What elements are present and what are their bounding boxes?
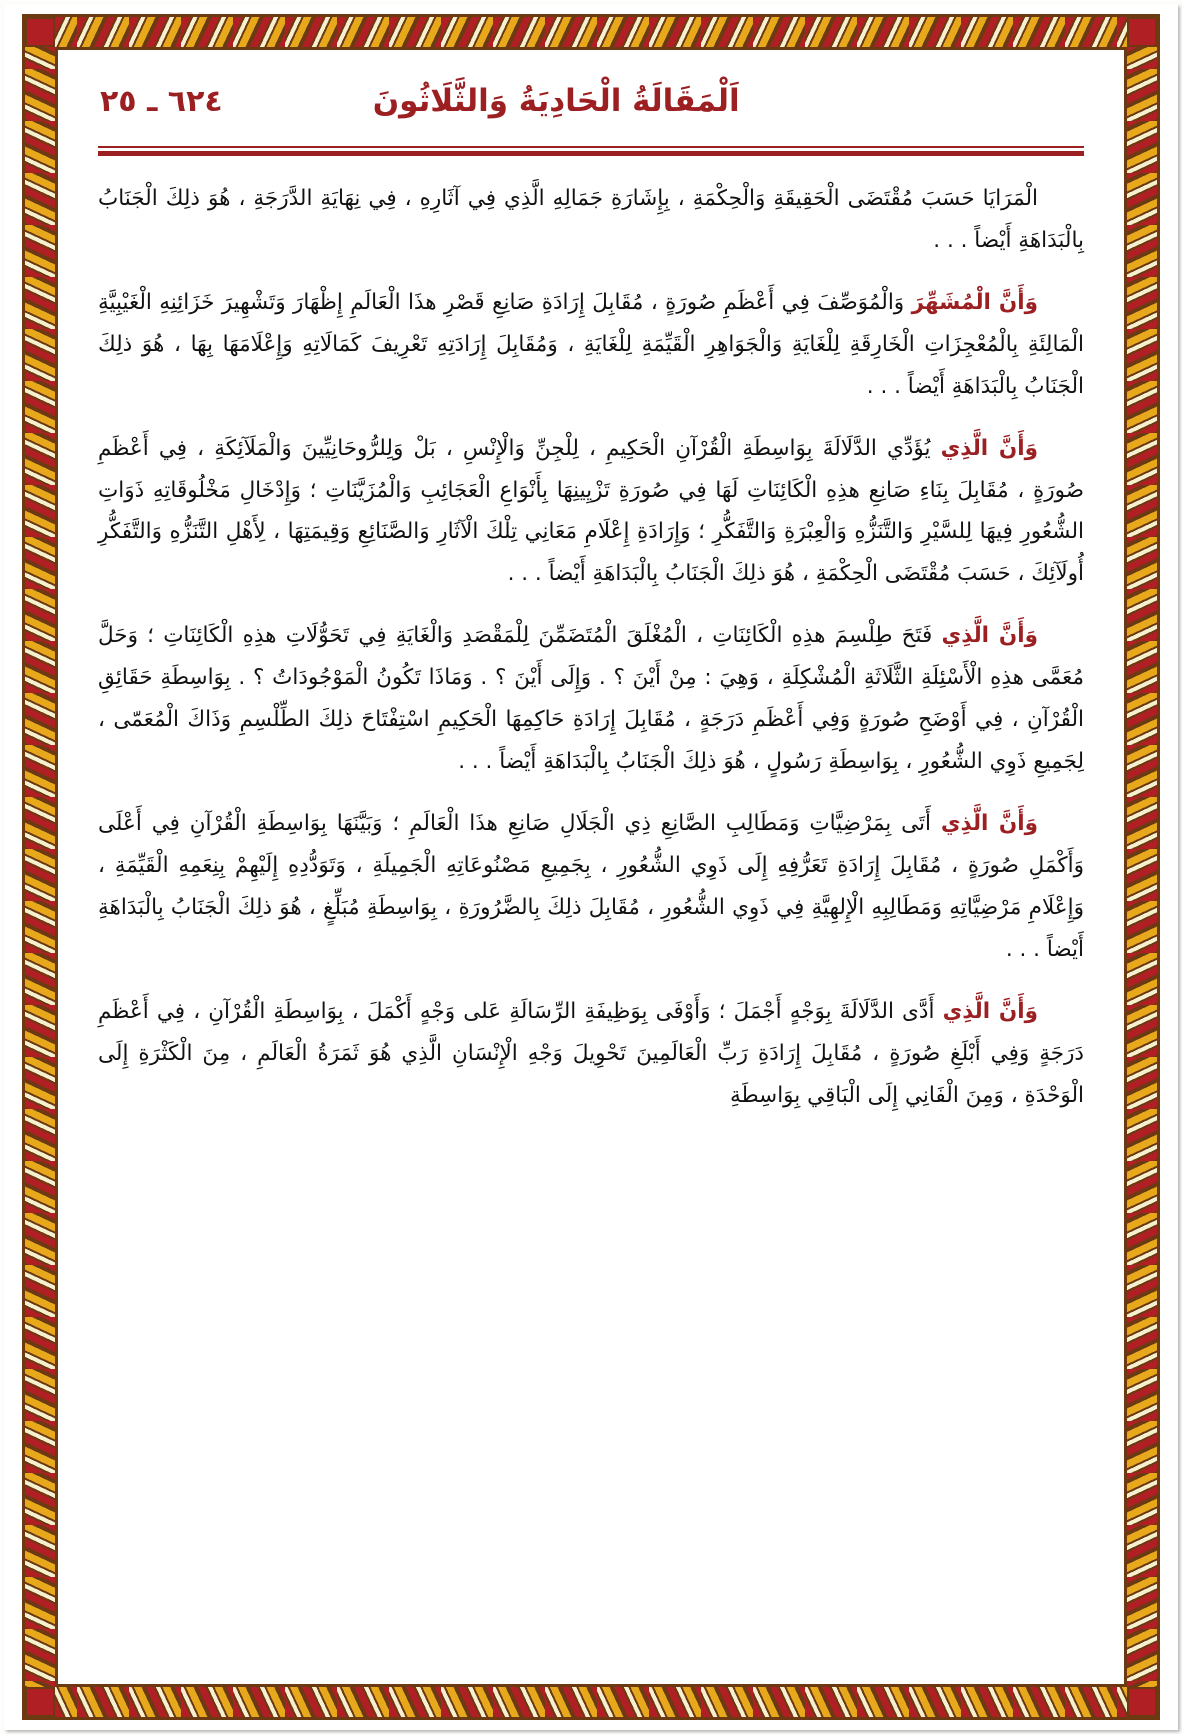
braid-pattern-bottom [25, 1687, 1157, 1717]
body-text [94, 178, 1088, 1116]
paragraph-highlight: وَأَنَّ الَّذِي [940, 435, 1039, 461]
paragraph [98, 803, 1084, 971]
page-header [94, 78, 1088, 140]
ornamental-border-frame [22, 14, 1160, 1720]
braid-pattern-top [25, 17, 1157, 47]
paragraph-highlight: وَأَنَّ الَّذِي [942, 998, 1038, 1024]
border-braid-bottom [25, 1687, 1157, 1717]
paragraph [98, 991, 1084, 1117]
page-content [58, 50, 1124, 1684]
header-divider-rule [98, 146, 1084, 152]
border-braid-right [1127, 17, 1157, 1717]
braid-pattern-left [25, 17, 55, 1717]
paragraph-highlight: وَأَنَّ الَّذِي [940, 810, 1038, 836]
chapter-title: اَلْمَقَالَةُ الْحَادِيَةُ وَالثَّلَاثُونَ [372, 83, 740, 119]
paragraph-text: فَتَحَ طِلْسِمَ هذِهِ الْكَائِنَاتِ ، الْمُغْلَقَ الْمُتَضَمِّنَ لِلْمَقْصَدِ وَالْغَايَةِ فِي تَحَوُّلَاتِ هذِهِ الْكَائِنَاتِ ؛ وَحَلَّ مُعَمَّى هذِهِ الْأَسْئِلَةِ الثَّلَاثَةِ الْمُشْكِلَةِ ، وَهِيَ : مِنْ أَيْنَ ؟ . وَإِلَى أَيْنَ ؟ . وَمَاذَا تَكُونُ الْمَوْجُودَاتُ ؟ . بِوَاسِطَةِ حَقَائِقِ الْقُرْآنِ ، فِي أَوْضَحِ صُورَةٍ وَفِي أَعْظَمِ دَرَجَةٍ ، مُقَابِلَ إِرَادَةِ حَاكِمِهَا الْحَكِيمِ اسْتِفْتَاحَ ذلِكَ الطِّلْسِمِ وَذَاكَ الْمُعَمّى ، لِجَمِيعِ ذَوِي الشُّعُورِ ، بِوَاسِطَةِ رَسُولٍ ، هُوَ ذلِكَ الْجَنَابُ بِالْبَدَاهَةِ أَيْضاً . . . [98, 623, 1084, 775]
border-corner-bottom-left [25, 1687, 55, 1717]
paragraph-text: وَالْمُوَصِّفَ فِي أَعْظَمِ صُورَةٍ ، مُقَابِلَ إِرَادَةِ صَانِعِ قَصْرِ هذَا الْعَالَمِ إِظْهَارَ وَتَشْهِيرَ خَزَائِنِهِ الْغَيْبِيَّةِ الْمَالِئَةِ بِالْمُعْجِزَاتِ الْخَارِقَةِ لِلْغَايَةِ وَالْجَوَاهِرِ الْقَيِّمَةِ لِلْغَايَةِ ، وَمُقَابِلَ إِرَادَتِهِ تَعْرِيفَ كَمَالَاتِهِ وَإِعْلَامَهَا بِهَا ، هُوَ ذلِكَ الْجَنَابُ بِالْبَدَاهَةِ أَيْضاً . . . [98, 289, 1084, 399]
braid-pattern-right [1127, 17, 1157, 1717]
paragraph-text: يُؤَدِّي الدَّلَالَةَ بِوَاسِطَةِ الْقُرْآنِ الْحَكِيمِ ، لِلْجِنِّ وَالْإِنْسِ ، بَلْ وَلِلرُّوحَانِيِّينَ وَالْمَلَآئِكَةِ ، فِي أَعْظَمِ صُورَةٍ ، مُقَابِلَ بِنَاءِ صَانِعِ هذِهِ الْكَائِنَاتِ لَهَا فِي صُورَةِ تَزْيِينِهَا بِأَنْوَاعِ الْعَجَائِبِ وَالْمُزَيَّنَاتِ ؛ وَإِدْخَالِ مَخْلُوقَاتِهِ ذَوَاتِ الشُّعُورِ فِيهَا لِلسَّيْرِ وَالتَّنَزُّهِ وَالْعِبْرَةِ وَالتَّفَكُّرِ ؛ وَإِرَادَةِ إِعْلَامِ مَعَانِي تِلْكَ الْآثَارِ وَالصَّنَائِعِ وَقِيمَتِهَا ، لِأَهْلِ التَّنَزُّهِ وَالتَّفَكُّرِ أُولَآئِكَ ، حَسَبَ مُقْتَضَى الْحِكْمَةِ ، هُوَ ذلِكَ الْجَنَابُ بِالْبَدَاهَةِ أَيْضاً . . . [98, 435, 1084, 587]
border-braid-left [25, 17, 55, 1717]
paragraph [98, 428, 1084, 596]
border-corner-bottom-right [1127, 1687, 1157, 1717]
paragraph [98, 178, 1084, 262]
border-corner-top-right [1127, 17, 1157, 47]
paragraph-text: أَدَّى الدَّلَالَةَ بِوَجْهٍ أَجْمَلَ ؛ وَأَوْفَى بِوَظِيفَةِ الرِّسَالَةِ عَلى وَجْهٍ أَكْمَلَ ، بِوَاسِطَةِ الْقُرْآنِ ، فِي أَعْظَمِ دَرَجَةٍ وَفِي أَبْلَغِ صُورَةٍ ، مُقَابِلَ إِرَادَةِ رَبِّ الْعَالَمِينَ تَحْوِيلَ وَجْهِ الْإِنْسَانِ الَّذِي هُوَ ثَمَرَةُ الْعَالَمِ ، مِنَ الْكَثْرَةِ إِلَى الْوَحْدَةِ ، وَمِنَ الْفَانِي إِلَى الْبَاقِي بِوَاسِطَةِ [98, 998, 1084, 1108]
page-number: ٦٢٤ ـ ٢٥ [100, 84, 223, 119]
paragraph [98, 615, 1084, 783]
border-corner-top-left [25, 17, 55, 47]
paragraph-highlight: وَأَنَّ الْمُشَهِّرَ [911, 289, 1038, 315]
paragraph [98, 282, 1084, 408]
paragraph-text: الْمَرَايَا حَسَبَ مُقْتَضَى الْحَقِيقَةِ وَالْحِكْمَةِ ، بِإِشَارَةِ جَمَالِهِ الَّذِي فِي آثَارِهِ ، فِي نِهَايَةِ الدَّرَجَةِ ، هُوَ ذلِكَ الْجَنَابُ بِالْبَدَاهَةِ أَيْضاً . . . [98, 186, 1084, 253]
border-braid-top [25, 17, 1157, 47]
paragraph-text: أَتَى بِمَرْضِيَّاتِ وَمَطَالِبِ الصَّانِعِ ذِي الْجَلَالِ صَانِعِ هذَا الْعَالَمِ ؛ وَبَيَّنَهَا بِوَاسِطَةِ الْقُرْآنِ فِي أَعْلَى وَأَكْمَلِ صُورَةٍ ، مُقَابِلَ إِرَادَةِ تَعَرُّفِهِ إِلَى ذَوِي الشُّعُورِ ، بِجَمِيعِ مَصْنُوعَاتِهِ الْجَمِيلَةِ ، وَتَوَدُّدِهِ إِلَيْهِمْ بِنِعَمِهِ الْقَيِّمَةِ ، وَإِعْلَامِ مَرْضِيَّاتِهِ وَمَطَالِبِهِ الْإِلهِيَّةِ فِي ذَوِي الشُّعُورِ ، مُقَابِلَ ذلِكَ بِالضَّرُورَةِ ، بِوَاسِطَةِ مُبَلِّغٍ ، هُوَ ذلِكَ الْجَنَابُ بِالْبَدَاهَةِ أَيْضاً . . . [98, 810, 1084, 962]
paragraph-highlight: وَأَنَّ الَّذِي [941, 623, 1038, 649]
